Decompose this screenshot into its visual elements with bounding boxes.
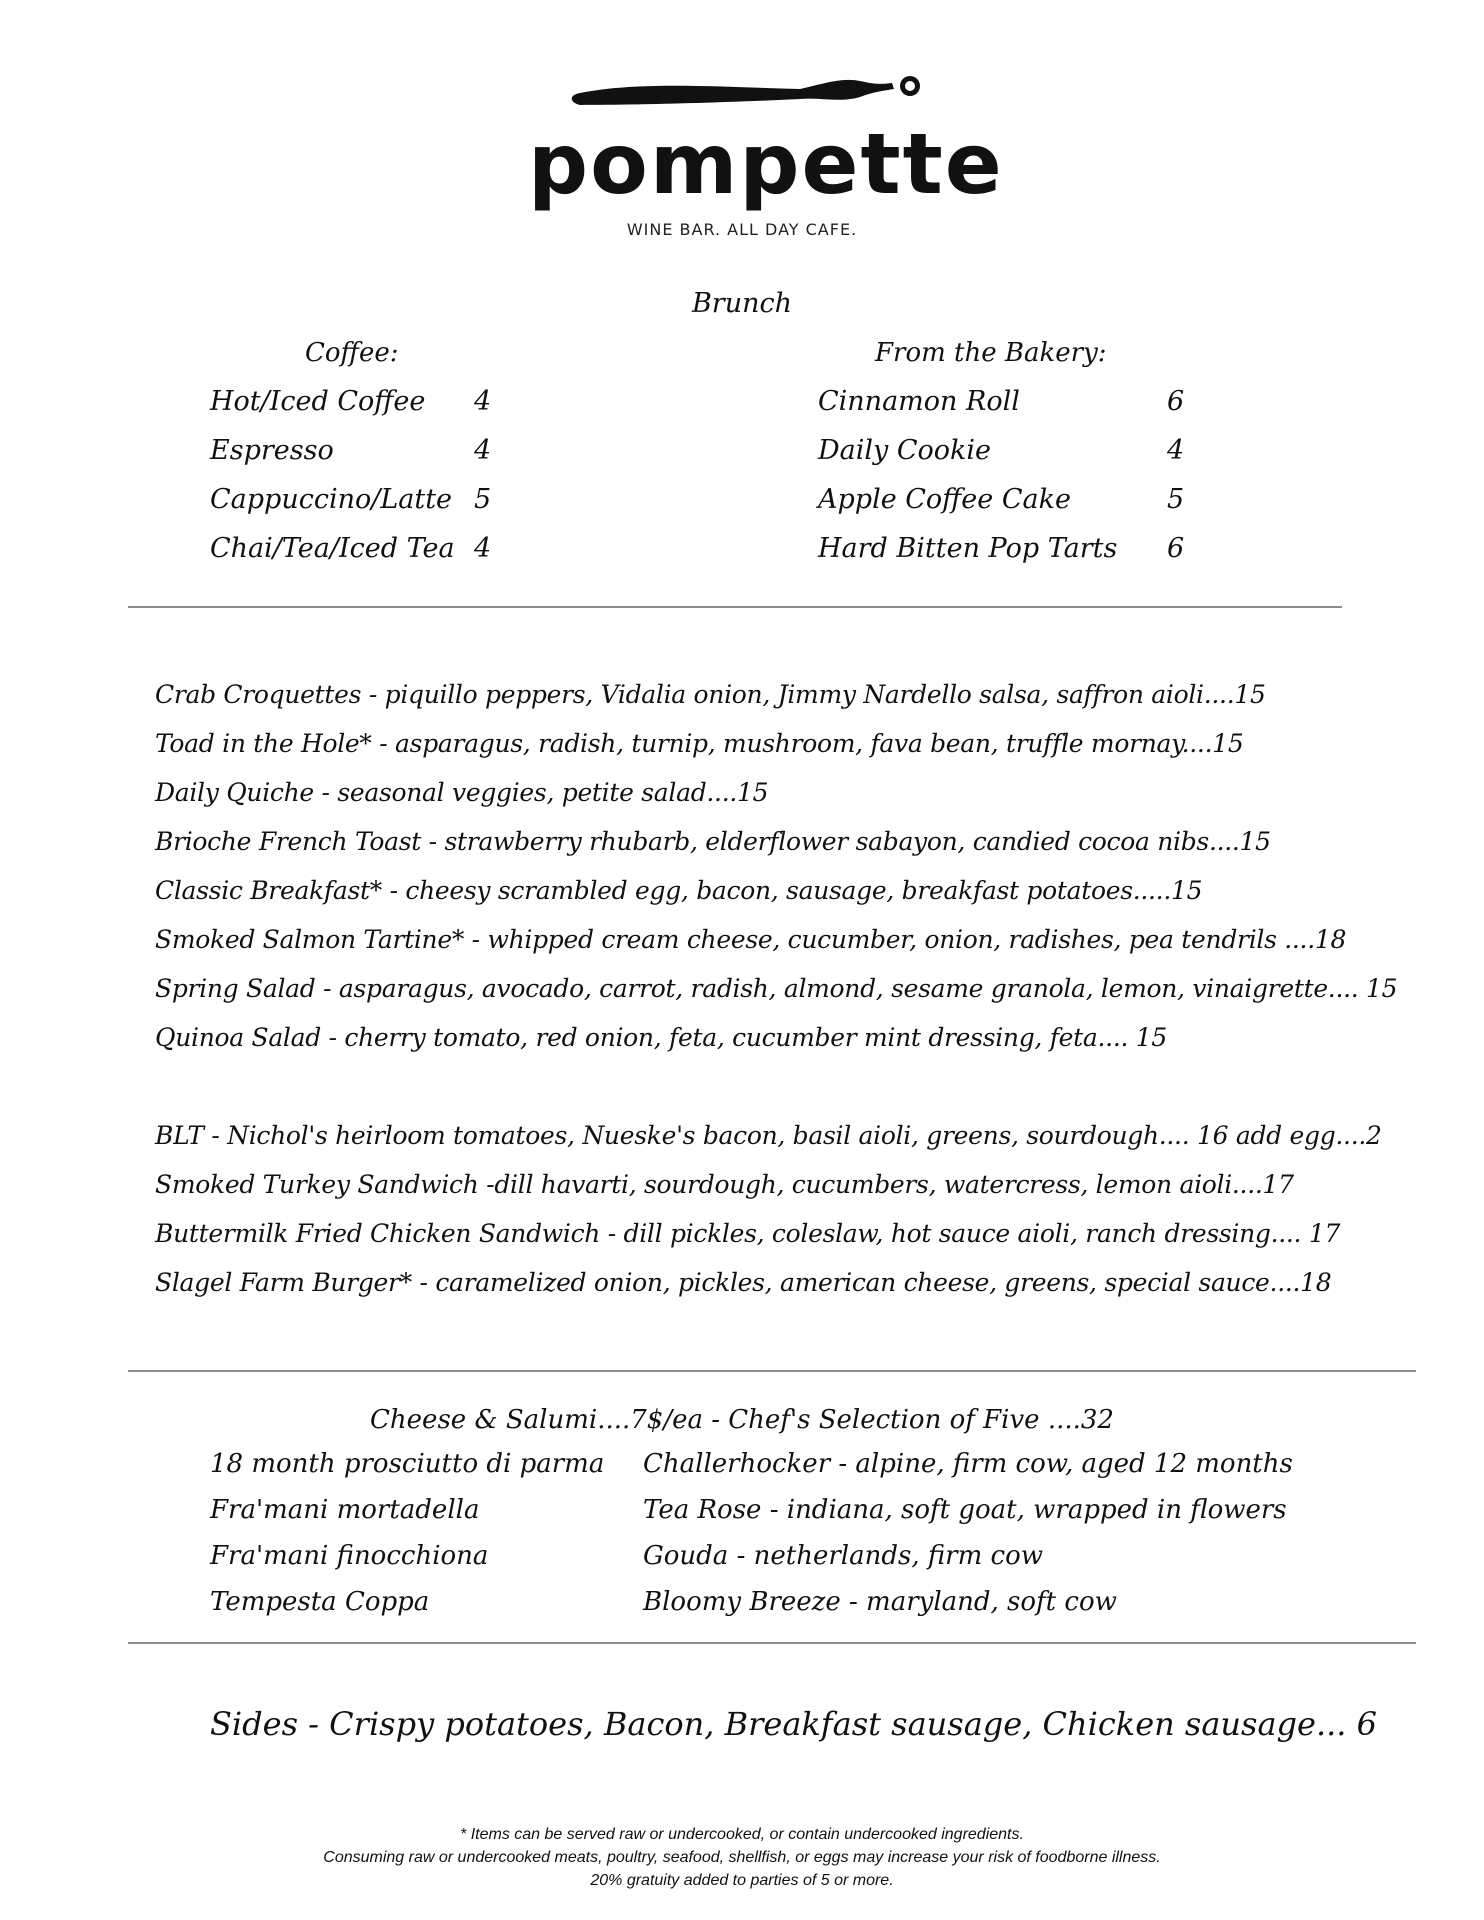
coffee-item-name: Espresso <box>210 435 334 466</box>
menu-item: Smoked Salmon Tartine* - whipped cream cheese, cucumber, onion, radishes, pea tendrils ....18 <box>155 925 1347 954</box>
bakery-item-name: Cinnamon Roll <box>818 386 1020 417</box>
salumi-item: Fra'mani mortadella <box>210 1495 480 1525</box>
menu-item: Spring Salad - asparagus, avocado, carrot, radish, almond, sesame granola, lemon, vinaigrette.... 15 <box>155 974 1398 1003</box>
logo-bottle-stroke <box>572 80 894 105</box>
sides-line: Sides - Crispy potatoes, Bacon, Breakfast sausage, Chicken sausage... 6 <box>210 1705 1377 1743</box>
footnote: Consuming raw or undercooked meats, poultry, seafood, shellfish, or eggs may increase your risk of foodborne illness. <box>323 1849 1161 1866</box>
menu-item: Slagel Farm Burger* - caramelized onion, pickles, american cheese, greens, special sauce....18 <box>155 1268 1332 1297</box>
salumi-item: Fra'mani finocchiona <box>210 1541 489 1571</box>
cheese-item: Challerhocker - alpine, firm cow, aged 12 months <box>643 1449 1293 1479</box>
salumi-item: 18 month prosciutto di parma <box>210 1449 605 1479</box>
divider <box>128 606 1342 608</box>
cheese-item: Gouda - netherlands, firm cow <box>643 1541 1044 1571</box>
menu-title: Brunch <box>691 288 793 319</box>
menu-item: Crab Croquettes - piquillo peppers, Vidalia onion, Jimmy Nardello salsa, saffron aioli....15 <box>155 680 1266 709</box>
logo-wordmark: pompette <box>528 115 1004 213</box>
pompette-logo <box>520 75 1004 215</box>
menu-item: Smoked Turkey Sandwich -dill havarti, sourdough, cucumbers, watercress, lemon aioli....17 <box>155 1170 1294 1199</box>
coffee-item-name: Chai/Tea/Iced Tea <box>210 533 455 564</box>
menu-item: BLT - Nichol's heirloom tomatoes, Nueske's bacon, basil aioli, greens, sourdough.... 16 add egg....2 <box>155 1121 1382 1150</box>
bakery-item-name: Daily Cookie <box>818 435 991 466</box>
bakery-item-price: 6 <box>1167 533 1185 564</box>
divider <box>128 1642 1416 1644</box>
cheese-item: Bloomy Breeze - maryland, soft cow <box>643 1587 1117 1617</box>
menu-item: Classic Breakfast* - cheesy scrambled egg, bacon, sausage, breakfast potatoes.....15 <box>155 876 1203 905</box>
bakery-item-price: 5 <box>1167 484 1185 515</box>
footnote: * Items can be served raw or undercooked, or contain undercooked ingredients. <box>460 1826 1024 1843</box>
divider <box>128 1370 1416 1372</box>
menu-item: Toad in the Hole* - asparagus, radish, turnip, mushroom, fava bean, truffle mornay....15 <box>155 729 1244 758</box>
menu-item: Buttermilk Fried Chicken Sandwich - dill pickles, coleslaw, hot sauce aioli, ranch dressing.... 17 <box>155 1219 1341 1248</box>
coffee-item-price: 4 <box>474 386 492 417</box>
bakery-item-price: 4 <box>1167 435 1185 466</box>
coffee-item-name: Hot/Iced Coffee <box>210 386 426 417</box>
bakery-heading: From the Bakery: <box>875 338 1107 368</box>
menu-item: Quinoa Salad - cherry tomato, red onion, feta, cucumber mint dressing, feta.... 15 <box>155 1023 1167 1052</box>
cheese-item: Tea Rose - indiana, soft goat, wrapped in flowers <box>643 1495 1287 1525</box>
footnote: 20% gratuity added to parties of 5 or more. <box>590 1872 894 1889</box>
salumi-item: Tempesta Coppa <box>210 1587 430 1617</box>
cheese-salumi-heading: Cheese & Salumi....7$/ea - Chef's Selection of Five ....32 <box>370 1405 1114 1435</box>
coffee-item-price: 4 <box>474 533 492 564</box>
bakery-item-name: Apple Coffee Cake <box>818 484 1071 515</box>
coffee-item-price: 5 <box>474 484 492 515</box>
menu-item: Daily Quiche - seasonal veggies, petite salad....15 <box>155 778 769 807</box>
tagline: WINE BAR. ALL DAY CAFE. <box>626 220 858 239</box>
coffee-item-name: Cappuccino/Latte <box>210 484 453 515</box>
menu-item: Brioche French Toast - strawberry rhubarb, elderflower sabayon, candied cocoa nibs....15 <box>155 827 1271 856</box>
coffee-heading: Coffee: <box>305 338 399 368</box>
coffee-item-price: 4 <box>474 435 492 466</box>
bakery-item-name: Hard Bitten Pop Tarts <box>818 533 1118 564</box>
bakery-item-price: 6 <box>1167 386 1185 417</box>
